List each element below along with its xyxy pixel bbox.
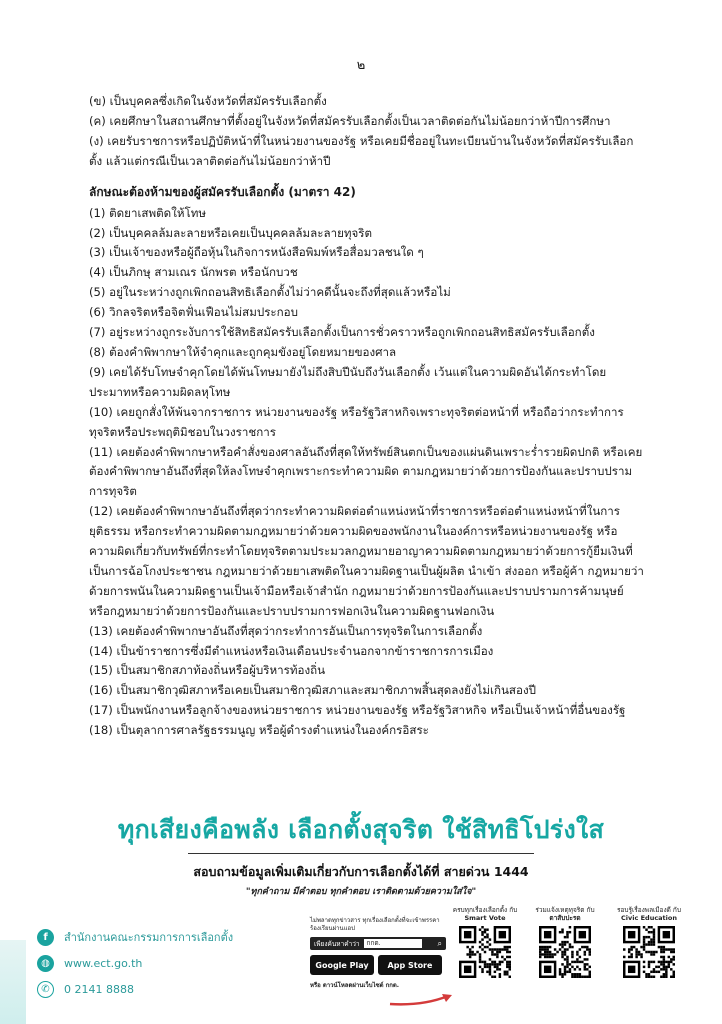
app-search-box[interactable]: [310, 937, 446, 950]
hotline-text: สอบถามข้อมูลเพิ่มเติมเกี่ยวกับการเลือกตั้งได้ที่ สายด่วน 1444: [193, 864, 529, 879]
search-icon: ⌕: [437, 938, 442, 948]
google-play-badge[interactable]: Google Play: [310, 955, 374, 975]
qr-label: รอบรู้เรื่องพลเมืองดี กับ Civic Education: [616, 906, 681, 922]
qr-label: ครบทุกเรื่องเลือกตั้ง กับ Smart Vote: [452, 906, 518, 922]
qr-ta-sapparot[interactable]: [532, 906, 598, 978]
qualification-c: (ค) เคยศึกษาในสถานศึกษาที่ตั้งอยู่ในจังหวัดที่สมัครรับเลือกตั้งเป็นเวลาติดต่อกันไม่น้อยกว่าห้าปีการศึกษา: [89, 113, 611, 128]
app-download-block: [310, 917, 446, 990]
prohibition-item: (10) เคยถูกสั่งให้พ้นจากราชการ หน่วยงานของรัฐ หรือรัฐวิสาหกิจเพราะทุจริตต่อหน้าที่ หรือถือว่ากระทำการทุจริตหรือประพฤติมิชอบในวงราชการ: [89, 404, 624, 439]
prohibition-item: (7) อยู่ระหว่างถูกระงับการใช้สิทธิสมัครรับเลือกตั้งเป็นการชั่วคราวหรือถูกเพิกถอนสิทธิสมัครรับเลือกตั้ง: [89, 325, 595, 340]
app-store-badge[interactable]: App Store: [378, 955, 442, 975]
contact-facebook[interactable]: [37, 928, 233, 946]
prohibition-item: (12) เคยต้องคำพิพากษาอันถึงที่สุดว่ากระทำความผิดต่อตำแหน่งหน้าที่ราชการหรือต่อตำแหน่งหน้าที่ในการยุติธรรม หรือกระทำความผิดตามกฎหมายว่าด้วยความผิดของพนักงานในองค์การหรือหน่วยงานของรัฐ หรือความผิดเกี่ยวกับทรัพย์ที่กระทำโดยทุจริตตามประมวลกฎหมายอาญาความผิดตามกฎหมายว่าด้วยการกู้ยืมเงินที่เป็นการฉ้อโกงประชาชน กฎหมายว่าด้วยยาเสพติดในความผิดฐานเป็นผู้ผลิต นำเข้า ส่งออก หรือผู้ค้า กฎหมายว่าด้วยการพนันในความผิดฐานเป็นเจ้ามือหรือเจ้าสำนัก กฎหมายว่าด้วยการป้องกันและปราบปรามการค้ามนุษย์ หรือกฎหมายว่าด้วยการป้องกันและปราบปรามการฟอกเงินในความผิดฐานฟอกเงิน: [89, 504, 644, 618]
decorative-stripe: [0, 940, 26, 1024]
prohibition-item: (1) ติดยาเสพติดให้โทษ: [89, 205, 207, 220]
app-caption: ไม่พลาดทุกข่าวสาร ทุกเรื่องเลือกตั้งที่จะเข้าพรรคาร้องเรียนผ่านแอป: [310, 917, 440, 932]
facebook-icon: f: [37, 929, 54, 946]
prohibition-item: (8) ต้องคำพิพากษาให้จำคุกและถูกคุมขังอยู่โดยหมายของศาล: [89, 344, 397, 359]
qr-code-icon: [539, 926, 591, 978]
qr-civic-education[interactable]: [616, 906, 682, 978]
prohibition-item: (15) เป็นสมาชิกสภาท้องถิ่นหรือผู้บริหารท้องถิ่น: [89, 663, 326, 678]
prohibition-item: (11) เคยต้องคำพิพากษาหรือคำสั่งของศาลอันถึงที่สุดให้ทรัพย์สินตกเป็นของแผ่นดินเพราะร่ำรวยผิดปกติ หรือเคยต้องคำพิพากษาอันถึงที่สุดให้ลงโทษจำคุกเพราะกระทำความผิด ตามกฎหมายว่าด้วยการป้องกันและปราบปรามการทุจริต: [89, 444, 643, 499]
page-number: ๒: [356, 58, 366, 73]
campaign-slogan: ทุกเสียงคือพลัง เลือกตั้งสุจริต ใช้สิทธิโปร่งใส: [117, 815, 605, 844]
prohibition-item: (3) เป็นเจ้าของหรือผู้ถือหุ้นในกิจการหนังสือพิมพ์หรือสื่อมวลชนใด ๆ: [89, 245, 424, 260]
prohibition-item: (14) เป็นข้าราชการซึ่งมีตำแหน่งหรือเงินเดือนประจำนอกจากข้าราชการการเมือง: [89, 643, 494, 658]
contact-website[interactable]: [37, 955, 142, 972]
qr-smart-vote[interactable]: [452, 906, 518, 978]
prohibition-item: (18) เป็นตุลาการศาลรัฐธรรมนูญ หรือผู้ดำรงตำแหน่งในองค์กรอิสระ: [89, 723, 429, 738]
prohibition-item: (17) เป็นพนักงานหรือลูกจ้างของหน่วยราชการ หน่วยงานของรัฐ หรือรัฐวิสาหกิจ หรือเป็นเจ้าหน้าที่อื่นของรัฐ: [89, 703, 626, 718]
search-prefix: เพียงค้นหาคำว่า: [314, 939, 360, 948]
prohibition-item: (16) เป็นสมาชิกวุฒิสภาหรือเคยเป็นสมาชิกวุฒิสภาและสมาชิกภาพสิ้นสุดลงยังไม่เกินสองปี: [89, 683, 536, 698]
qr-code-icon: [459, 926, 511, 978]
phone-label: 0 2141 8888: [64, 983, 134, 996]
divider: [188, 853, 534, 854]
website-download-note: หรือ ดาวน์โหลดผ่านเว็บไซต์ กกต.: [310, 982, 400, 989]
qr-label: ร่วมแจ้งเหตุทุจริต กับ ตาสับปะรด: [535, 906, 595, 922]
section-heading: ลักษณะต้องห้ามของผู้สมัครรับเลือกตั้ง (มาตรา 42): [89, 184, 356, 199]
search-term: กกต.: [364, 939, 422, 948]
document-body: [89, 92, 644, 741]
hotline-tagline: "ทุกคำถาม มีคำตอบ ทุกคำตอบ เราติดตามด้วยความใส่ใจ": [245, 887, 477, 897]
prohibition-item: (13) เคยต้องคำพิพากษาอันถึงที่สุดว่ากระทำการอันเป็นการทุจริตในการเลือกตั้ง: [89, 623, 483, 638]
facebook-label: สำนักงานคณะกรรมการการเลือกตั้ง: [64, 931, 234, 944]
qualification-d: (ง) เคยรับราชการหรือปฏิบัติหน้าที่ในหน่วยงานของรัฐ หรือเคยมีชื่ออยู่ในทะเบียนบ้านในจังหวัดที่สมัครรับเลือกตั้ง แล้วแต่กรณีเป็นเวลาติดต่อกันไม่น้อยกว่าห้าปี: [89, 133, 634, 168]
prohibition-item: (6) วิกลจริตหรือจิตฟั่นเฟือนไม่สมประกอบ: [89, 305, 298, 320]
prohibition-item: (4) เป็นภิกษุ สามเณร นักพรต หรือนักบวช: [89, 265, 298, 280]
qr-code-icon: [623, 926, 675, 978]
globe-icon: ◍: [37, 955, 54, 972]
qualification-b: (ข) เป็นบุคคลซึ่งเกิดในจังหวัดที่สมัครรับเลือกตั้ง: [89, 94, 327, 108]
phone-icon: ✆: [37, 981, 54, 998]
arrow-icon: [388, 992, 458, 1006]
prohibition-list: [89, 204, 644, 741]
prohibition-item: (5) อยู่ในระหว่างถูกเพิกถอนสิทธิเลือกตั้งไม่ว่าคดีนั้นจะถึงที่สุดแล้วหรือไม่: [89, 285, 451, 300]
prohibition-item: (9) เคยได้รับโทษจำคุกโดยได้พ้นโทษมายังไม่ถึงสิบปีนับถึงวันเลือกตั้ง เว้นแต่ในความผิดอันได้กระทำโดยประมาทหรือความผิดลหุโทษ: [89, 364, 607, 399]
contact-phone[interactable]: [37, 981, 134, 998]
website-label: www.ect.go.th: [64, 957, 143, 970]
prohibition-item: (2) เป็นบุคคลล้มละลายหรือเคยเป็นบุคคลล้มละลายทุจริต: [89, 225, 373, 240]
